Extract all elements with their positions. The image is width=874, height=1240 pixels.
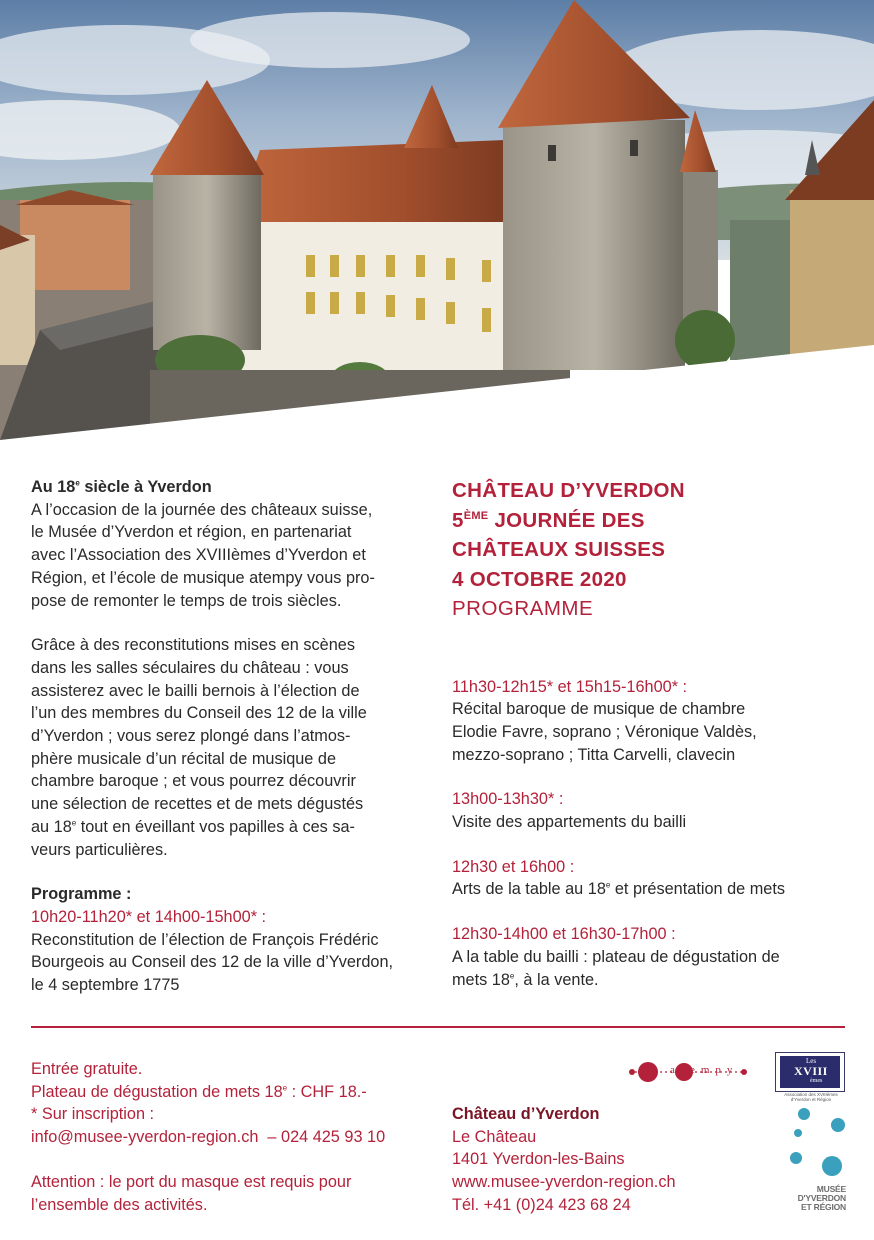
intro-line: A l’occasion de la journée des châteaux suisse, [31, 500, 373, 519]
intro-line: avec l’Association des XVIIIèmes d’Yverdon et [31, 546, 366, 565]
event-desc: mezzo-soprano ; Titta Carvelli, clavecin [452, 745, 736, 764]
mask-notice: Attention : le port du masque est requis pour [31, 1172, 352, 1191]
website-link[interactable]: www.musee-yverdon-region.ch [452, 1173, 676, 1192]
body-line: l’un des membres du Conseil des 12 de la ville [31, 704, 367, 723]
event-time: 12h30-14h00 et 16h30-17h00 : [452, 925, 676, 944]
atempy-wordmark: atempy [670, 1064, 739, 1076]
body-line: dans les salles séculaires du château : vous [31, 658, 349, 677]
price-note: Plateau de dégustation de mets 18e : CHF 18.- [31, 1082, 367, 1101]
atempy-logo [628, 1060, 748, 1084]
intro-line: le Musée d’Yverdon et région, en partenariat [31, 523, 352, 542]
programme-time: 10h20-11h20* et 14h00-15h00* : [31, 907, 267, 926]
event-time: 12h30 et 16h00 : [452, 857, 575, 876]
section-heading: Au 18e siècle à Yverdon [31, 478, 212, 496]
right-column [452, 476, 852, 991]
programme-desc: le 4 septembre 1775 [31, 976, 180, 995]
entry-note: Entrée gratuite. [31, 1060, 143, 1078]
castle-photo [0, 0, 874, 440]
divider [31, 1026, 845, 1028]
event-time: 13h00-13h30* : [452, 790, 564, 809]
body-line: d’Yverdon ; vous serez plongé dans l’atmos- [31, 727, 351, 746]
address-line: 1401 Yverdon-les-Bains [452, 1150, 625, 1169]
body-line: veurs particulières. [31, 840, 168, 859]
event-item [452, 676, 852, 767]
event-item [452, 788, 852, 833]
hero-photo [0, 0, 874, 440]
inscription-note: * Sur inscription : [31, 1105, 155, 1124]
event-desc: Visite des appartements du bailli [452, 813, 687, 832]
programme-label: Programme : [31, 885, 132, 904]
address-name: Château d’Yverdon [452, 1105, 600, 1123]
event-desc: A la table du bailli : plateau de dégustation de [452, 947, 780, 966]
address-block [452, 1103, 752, 1217]
musee-logo: MUSÉE D'YVERDON ET RÉGION [780, 1100, 850, 1215]
event-desc: Arts de la table au 18e et présentation de mets [452, 880, 786, 899]
event-item [452, 923, 852, 991]
event-title: CHÂTEAU D’YVERDON 5ÈME JOURNÉE DES CHÂTEAUX SUISSES 4 OCTOBRE 2020 PROGRAMME [452, 476, 852, 624]
body-line: assisterez avec le bailli bernois à l’élection de [31, 681, 360, 700]
event-desc: mets 18e, à la vente. [452, 970, 599, 989]
contact-link[interactable]: info@musee-yverdon-region.ch – 024 425 93 10 [31, 1128, 386, 1147]
address-line: Le Château [452, 1127, 537, 1146]
body-line: une sélection de recettes et de mets dégustés [31, 795, 364, 814]
body-line: chambre baroque ; et vous pourrez découvrir [31, 772, 356, 791]
mask-notice: l’ensemble des activités. [31, 1195, 208, 1214]
body-line: au 18e tout en éveillant vos papilles à ces sa- [31, 817, 355, 836]
footer-info [31, 1058, 441, 1216]
programme-subtitle: PROGRAMME [452, 597, 594, 620]
intro-line: Région, et l’école de musique atempy vous pro- [31, 568, 375, 587]
programme-desc: Bourgeois au Conseil des 12 de la ville d’Yverdon, [31, 953, 394, 972]
event-item [452, 856, 852, 901]
left-column [31, 476, 431, 997]
intro-line: pose de remonter le temps de trois siècles. [31, 591, 342, 610]
event-desc: Elodie Favre, soprano ; Véronique Valdès, [452, 722, 757, 741]
body-line: Grâce à des reconstitutions mises en scènes [31, 636, 355, 655]
xviii-caption: Association des XVIIIèmes d'Yverdon et Région [784, 1092, 838, 1102]
event-desc: Récital baroque de musique de chambre [452, 700, 746, 719]
xviii-logo: Les XVIII èmes Association des XVIIIèmes d'Yverdon et Région [775, 1052, 845, 1092]
programme-desc: Reconstitution de l’élection de François Frédéric [31, 930, 379, 949]
phone-number: Tél. +41 (0)24 423 68 24 [452, 1195, 631, 1214]
body-line: phère musicale d’un récital de musique de [31, 749, 336, 768]
event-time: 11h30-12h15* et 15h15-16h00* : [452, 677, 688, 696]
